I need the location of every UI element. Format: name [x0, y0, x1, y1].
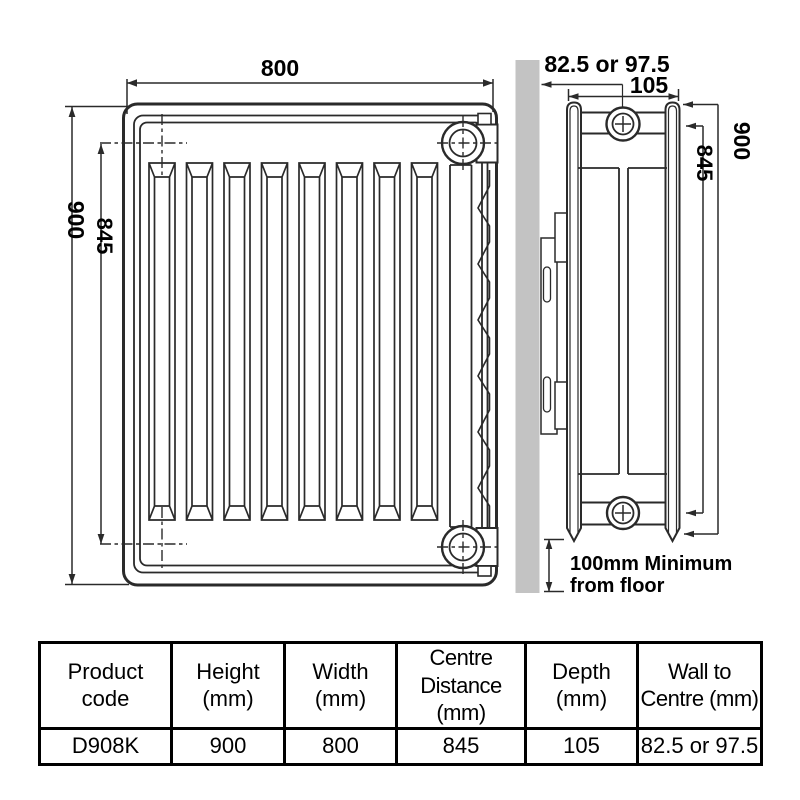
side-internals — [578, 113, 667, 525]
side-centre-label: 845 — [692, 144, 717, 182]
front-centre-label: 845 — [92, 217, 117, 255]
floor-note-line2: from floor — [570, 575, 665, 597]
fin — [412, 163, 438, 520]
spec-table — [38, 641, 763, 766]
depth-label: 105 — [629, 72, 669, 98]
header-centre-distance: Centre Distance (mm) — [397, 643, 526, 729]
fin — [149, 163, 175, 520]
value-depth: 105 — [526, 728, 638, 764]
radiator-fins — [149, 163, 438, 520]
header-width: Width (mm) — [285, 643, 397, 729]
top-air-vent — [478, 114, 491, 125]
wall — [516, 60, 540, 593]
spec-table-header-row — [40, 643, 762, 729]
side-view — [516, 60, 680, 593]
fin — [262, 163, 288, 520]
header-product-code: Product code — [40, 643, 172, 729]
side-height-label: 900 — [729, 121, 755, 161]
front-width-label: 800 — [260, 55, 300, 81]
front-view — [100, 104, 501, 585]
fin — [187, 163, 213, 520]
wall-bracket — [541, 213, 568, 434]
header-height: Height (mm) — [172, 643, 285, 729]
wall-to-centre-label: 82.5 or 97.5 — [544, 51, 670, 77]
spec-table-data-row — [40, 728, 762, 764]
header-wall-to-centre: Wall to Centre (mm) — [638, 643, 762, 729]
right-end-channel — [450, 165, 490, 527]
fin — [224, 163, 250, 520]
fin — [374, 163, 400, 520]
value-height: 900 — [172, 728, 285, 764]
front-height-label: 900 — [63, 200, 89, 240]
fin — [299, 163, 325, 520]
value-product-code: D908K — [40, 728, 172, 764]
front-dimensions — [63, 55, 493, 585]
value-centre-distance: 845 — [397, 728, 526, 764]
fin — [337, 163, 363, 520]
header-depth: Depth (mm) — [526, 643, 638, 729]
value-width: 800 — [285, 728, 397, 764]
floor-note-line1: 100mm Minimum — [570, 553, 733, 575]
centreline-marks — [100, 114, 501, 574]
bottom-plug — [478, 566, 491, 576]
side-bosses — [607, 85, 640, 530]
value-wall-to-centre: 82.5 or 97.5 — [638, 728, 762, 764]
